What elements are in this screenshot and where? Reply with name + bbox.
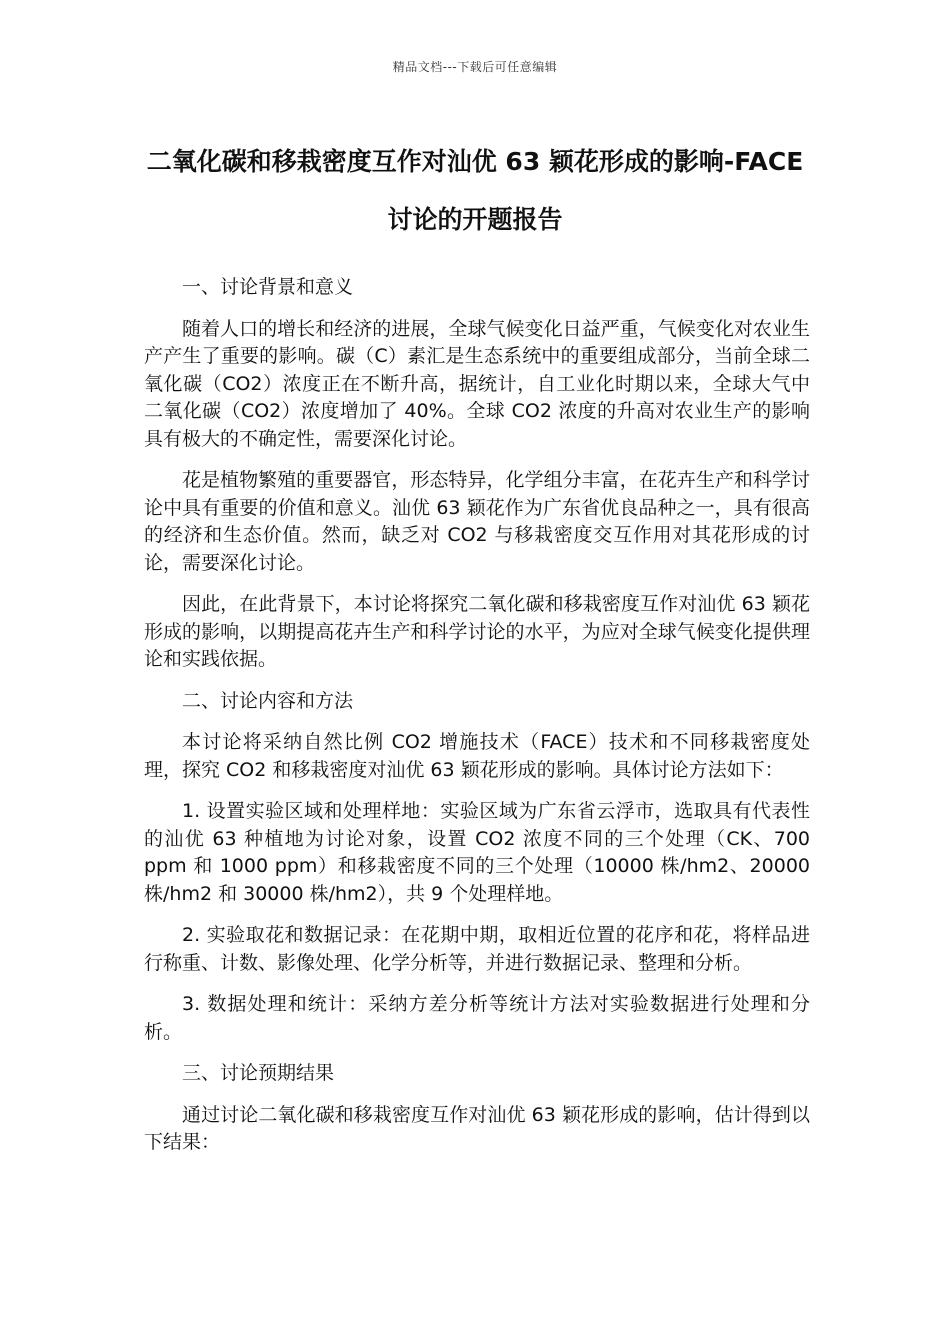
method-item: 1. 设置实验区域和处理样地：实验区域为广东省云浮市，选取具有代表性的汕优 63 种植地为讨论对象，设置 CO2 浓度不同的三个处理（CK、700 ppm 和 1000 ppm）和移栽密度不同的三个处理（10000 株/hm2、20000 株/hm2 和 30000 株/hm2），共 9 个处理样地。: [144, 800, 810, 905]
paragraph: 通过讨论二氧化碳和移栽密度互作对汕优 63 颖花形成的影响，估计得到以下结果：: [144, 1103, 810, 1153]
paragraph: 本讨论将采纳自然比例 CO2 增施技术（FACE）技术和不同移栽密度处理，探究 CO2 和移栽密度对汕优 63 颖花形成的影响。具体讨论方法如下：: [144, 731, 810, 781]
method-item: 3. 数据处理和统计：采纳方差分析等统计方法对实验数据进行处理和分析。: [144, 993, 810, 1043]
section-heading-methods: 二、讨论内容和方法: [182, 689, 354, 712]
paragraph: 花是植物繁殖的重要器官，形态特异，化学组分丰富，在花卉生产和科学讨论中具有重要的价值和意义。汕优 63 颖花作为广东省优良品种之一，具有很高的经济和生态价值。然而，缺乏对 CO2 与移栽密度交互作用对其花形成的讨论，需要深化讨论。: [144, 469, 810, 574]
paragraph: 因此，在此背景下，本讨论将探究二氧化碳和移栽密度互作对汕优 63 颖花形成的影响，以期提高花卉生产和科学讨论的水平，为应对全球气候变化提供理论和实践依据。: [144, 593, 810, 670]
document-body: [144, 274, 810, 1171]
paragraph: 随着人口的增长和经济的进展，全球气候变化日益严重，气候变化对农业生产产生了重要的影响。碳（C）素汇是生态系统中的重要组成部分，当前全球二氧化碳（CO2）浓度正在不断升高，据统计，自工业化时期以来，全球大气中二氧化碳（CO2）浓度增加了 40%。全球 CO2 浓度的升高对农业生产的影响具有极大的不确定性，需要深化讨论。: [144, 317, 810, 450]
document-title: 二氧化碳和移栽密度互作对汕优 63 颖花形成的影响-FACE 讨论的开题报告: [146, 147, 804, 234]
method-item: 2. 实验取花和数据记录：在花期中期，取相近位置的花序和花，将样品进行称重、计数、影像处理、化学分析等，并进行数据记录、整理和分析。: [144, 924, 810, 974]
section-heading-expected-results: 三、讨论预期结果: [182, 1062, 335, 1084]
header-note: 精品文档---下载后可任意编辑: [392, 60, 558, 74]
section-heading-background: 一、讨论背景和意义: [182, 276, 354, 298]
